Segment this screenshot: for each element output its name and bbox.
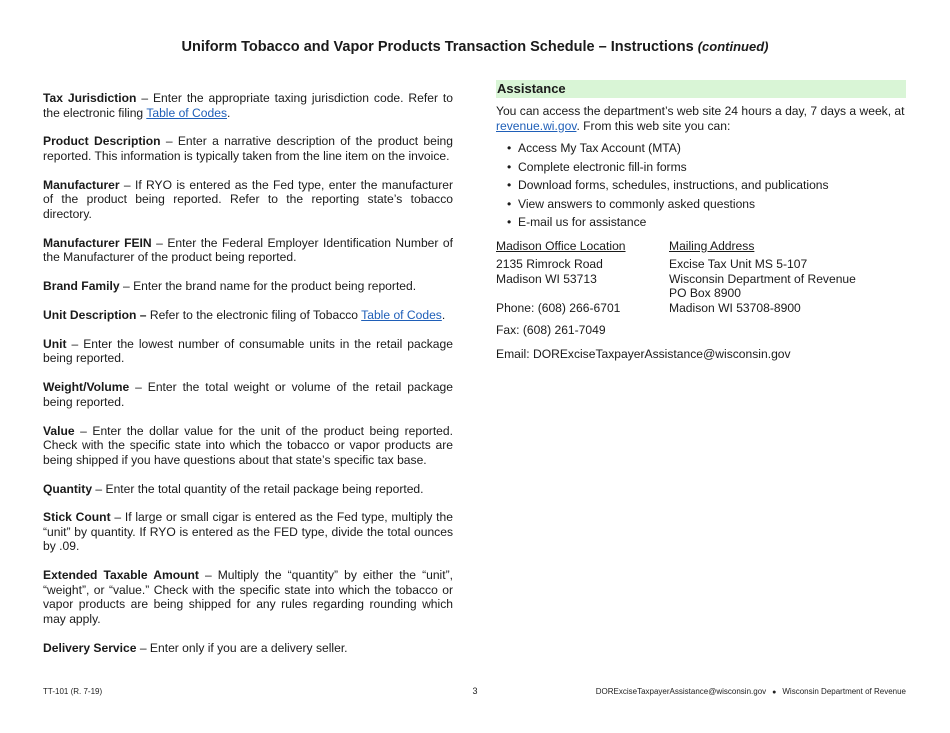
footer-contact bbox=[596, 687, 906, 696]
instruction-tax-jurisdiction bbox=[43, 91, 453, 120]
bullet-icon: • bbox=[507, 196, 512, 211]
instruction-extended-taxable-amount bbox=[43, 568, 453, 626]
intro-text: You can access the department’s web site 24 hours a day, 7 days a week, at bbox=[496, 104, 905, 118]
instructions-column bbox=[43, 91, 453, 670]
page-title bbox=[0, 39, 950, 55]
instruction-text: – Enter the total quantity of the retail package being reported. bbox=[92, 481, 424, 496]
form-id: TT-101 (R. 7-19) bbox=[43, 687, 103, 696]
instruction-delivery-service bbox=[43, 641, 453, 656]
instruction-term: Extended Taxable Amount bbox=[43, 568, 199, 583]
punct: . bbox=[227, 105, 231, 120]
instruction-term: Value bbox=[43, 423, 75, 438]
mailing-line: Wisconsin Department of Revenue bbox=[669, 271, 856, 286]
instruction-term: Stick Count bbox=[43, 510, 111, 525]
instruction-text: – Enter a narrative description of the product being reported. This information is typically taken from the line item on the invoice. bbox=[43, 134, 454, 163]
assistance-heading: Assistance bbox=[496, 80, 906, 98]
punct: . bbox=[441, 307, 446, 322]
bullet-icon: • bbox=[507, 141, 512, 155]
list-item bbox=[507, 141, 906, 157]
mailing-line: PO Box 8900 bbox=[669, 286, 741, 300]
instruction-text: – Enter the lowest number of consumable units in the retail package being reported. bbox=[43, 336, 453, 366]
instruction-term: Product Description bbox=[43, 134, 161, 149]
instruction-stick-count bbox=[43, 510, 453, 554]
instruction-term: Quantity bbox=[43, 481, 93, 496]
office-line: Madison WI 53713 bbox=[496, 271, 597, 286]
instruction-term: Weight/Volume bbox=[43, 380, 130, 395]
office-fax: Fax: (608) 261-7049 bbox=[496, 323, 606, 337]
instruction-term: Tax Jurisdiction bbox=[43, 91, 137, 105]
list-item bbox=[507, 160, 906, 176]
table-of-codes-link[interactable]: Table of Codes bbox=[146, 105, 227, 120]
bullet-icon: • bbox=[507, 215, 512, 229]
bullet-icon: • bbox=[507, 178, 512, 192]
table-of-codes-link[interactable]: Table of Codes bbox=[361, 307, 442, 322]
footer-org: Wisconsin Department of Revenue bbox=[782, 687, 906, 696]
instruction-brand-family bbox=[43, 279, 453, 294]
office-location bbox=[496, 239, 669, 316]
instruction-term: Delivery Service bbox=[43, 640, 137, 655]
page-number: 3 bbox=[472, 686, 478, 696]
instruction-weight-volume bbox=[43, 380, 453, 409]
instruction-value bbox=[43, 424, 453, 468]
mailing-address bbox=[669, 239, 906, 316]
mailing-heading: Mailing Address bbox=[669, 238, 755, 253]
list-item bbox=[507, 197, 906, 213]
instruction-quantity bbox=[43, 482, 453, 497]
instruction-term: Brand Family bbox=[43, 279, 120, 294]
separator-icon: ● bbox=[772, 689, 777, 696]
list-item bbox=[507, 178, 906, 194]
office-blank bbox=[496, 286, 669, 301]
list-item-text: E-mail us for assistance bbox=[518, 215, 647, 229]
instruction-manufacturer-fein bbox=[43, 236, 453, 265]
instruction-text: – Enter only if you are a delivery seller. bbox=[136, 640, 348, 655]
instruction-text: – Enter the appropriate taxing jurisdiction code. Refer to the electronic filing bbox=[43, 91, 454, 120]
mailing-line: Madison WI 53708-8900 bbox=[669, 300, 801, 315]
assistance-column bbox=[496, 80, 906, 361]
instruction-text: Refer to the electronic filing of Tobacco bbox=[146, 307, 362, 322]
instruction-text: – Multiply the “quantity” by either the “unit”, “weight”, or “value.” Check with the specific state into which the tobacco or vapor products are being shipped for any rules regarding rounding which may apply. bbox=[43, 568, 453, 626]
list-item-text: Complete electronic fill-in forms bbox=[518, 159, 687, 174]
title-suffix: (continued) bbox=[697, 39, 769, 54]
assistance-list bbox=[496, 141, 906, 231]
office-phone: Phone: (608) 266-6701 bbox=[496, 300, 621, 315]
instruction-term: Unit bbox=[43, 336, 67, 351]
instruction-text: – Enter the total weight or volume of the retail package being reported. bbox=[43, 380, 453, 409]
instruction-unit bbox=[43, 337, 453, 366]
instruction-term: Unit Description – bbox=[43, 307, 147, 322]
instruction-text: – Enter the dollar value for the unit of the product being reported. Check with the specific state into which the tobacco or vapor products are being shipped if you have questions about that state’s specific tax base. bbox=[43, 423, 453, 467]
list-item-text: Download forms, schedules, instructions, and publications bbox=[518, 178, 829, 192]
instruction-product-description bbox=[43, 134, 453, 163]
list-item-text: View answers to commonly asked questions bbox=[518, 196, 756, 211]
revenue-website-link[interactable]: revenue.wi.gov bbox=[496, 118, 577, 133]
instruction-manufacturer bbox=[43, 178, 453, 222]
instruction-term: Manufacturer bbox=[43, 177, 120, 192]
office-line: 2135 Rimrock Road bbox=[496, 257, 603, 271]
address-block bbox=[496, 239, 906, 316]
instruction-text: – Enter the Federal Employer Identification Number of the Manufacturer of the product being reported. bbox=[43, 235, 453, 265]
instruction-text: – If large or small cigar is entered as the Fed type, multiply the “unit” by quantity. If RYO is entered as the FED type, divide the total ounces by .09. bbox=[43, 510, 453, 554]
office-heading: Madison Office Location bbox=[496, 238, 626, 253]
intro-text-end: . From this web site you can: bbox=[576, 118, 731, 133]
list-item-text: Access My Tax Account (MTA) bbox=[518, 141, 681, 155]
instruction-text: – If RYO is entered as the Fed type, enter the manufacturer of the product being reported. Refer to the reporting state’s tobacco directory. bbox=[43, 177, 453, 221]
instruction-term: Manufacturer FEIN bbox=[43, 235, 152, 250]
footer-email: DORExciseTaxpayerAssistance@wisconsin.gov bbox=[595, 687, 767, 696]
assistance-email: Email: DORExciseTaxpayerAssistance@wisconsin.gov bbox=[496, 346, 791, 361]
list-item bbox=[507, 215, 906, 231]
instruction-text: – Enter the brand name for the product being reported. bbox=[119, 279, 417, 294]
mailing-line: Excise Tax Unit MS 5-107 bbox=[669, 257, 808, 271]
assistance-intro bbox=[496, 104, 906, 133]
instruction-unit-description bbox=[43, 308, 453, 323]
bullet-icon: • bbox=[507, 159, 512, 174]
title-text: Uniform Tobacco and Vapor Products Transaction Schedule – Instructions bbox=[181, 39, 694, 55]
